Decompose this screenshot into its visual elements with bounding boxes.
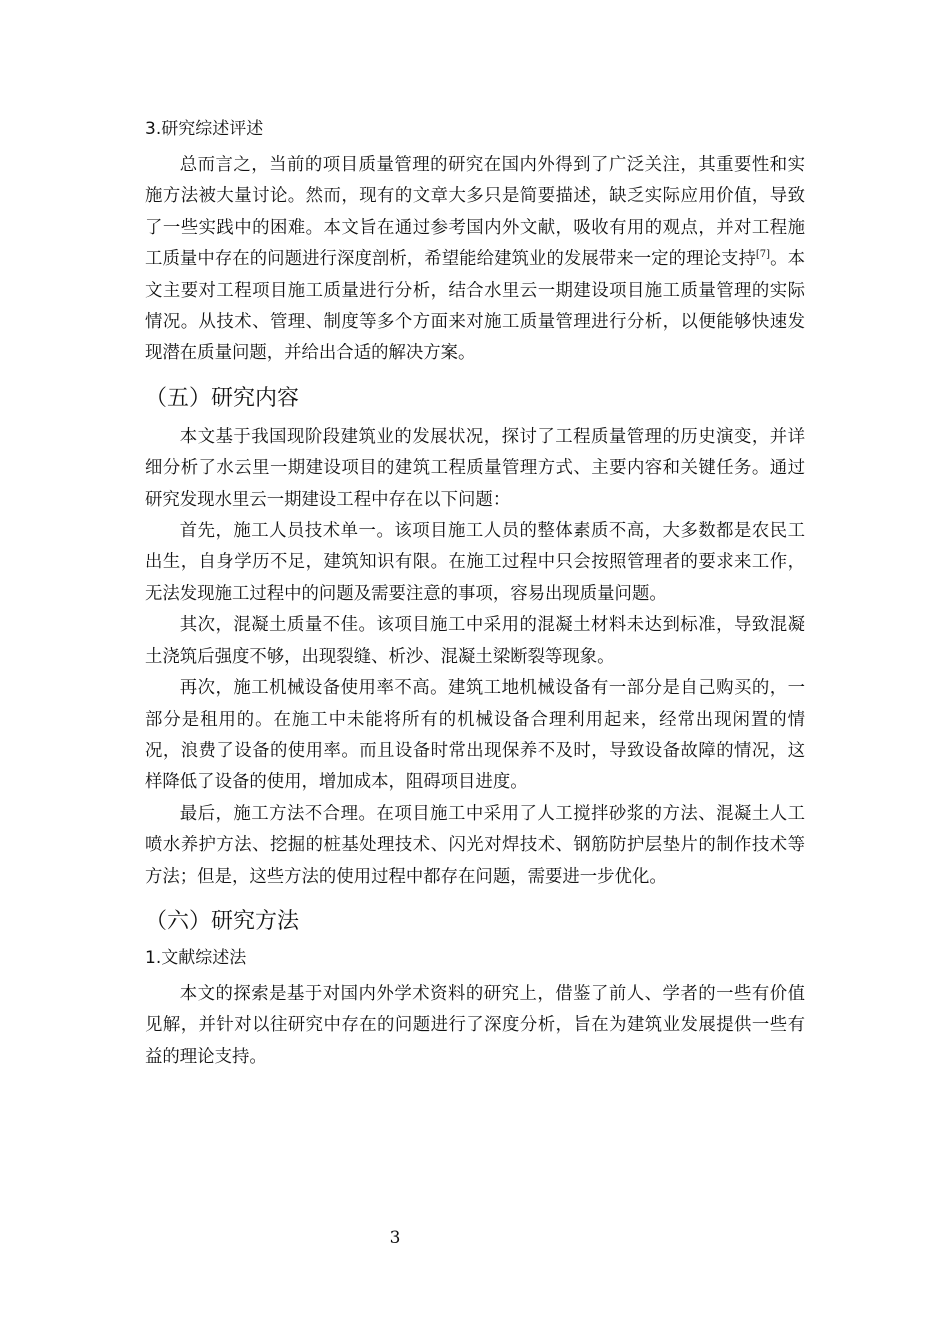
citation-reference: [7] — [755, 249, 771, 261]
section-heading-research-review: 3.研究综述评述 — [145, 119, 264, 139]
paragraph-content-first: 首先，施工人员技术单一。该项目施工人员的整体素质不高，大多数都是农民工出生，自身学历不足，建筑知识有限。在施工过程中只会按照管理者的要求来工作，无法发现施工过程中的问题及需要注意的事项，容易出现质量问题。 — [145, 521, 805, 604]
paragraph-content-intro: 本文基于我国现阶段建筑业的发展状况，探讨了工程质量管理的历史演变，并详细分析了水云里一期建设项目的建筑工程质量管理方式、主要内容和关键任务。通过研究发现水里云一期建设工程中存在以下问题： — [145, 426, 805, 510]
paragraph-content-second: 其次，混凝土质量不佳。该项目施工中采用的混凝土材料未达到标准，导致混凝土浇筑后强度不够，出现裂缝、析沙、混凝土梁断裂等现象。 — [145, 615, 805, 667]
subsection-heading-literature-review: 1.文献综述法 — [145, 947, 247, 968]
paragraph-content-last: 最后，施工方法不合理。在项目施工中采用了人工搅拌砂浆的方法、混凝土人工喷水养护方法、挖掘的桩基处理技术、闪光对焊技术、钢筋防护层垫片的制作技术等方法；但是，这些方法的使用过程中都存在问题，需要进一步优化。 — [145, 803, 805, 887]
paragraph-literature-review: 本文的探索是基于对国内外学术资料的研究上，借鉴了前人、学者的一些有价值见解，并针对以往研究中存在的问题进行了深度分析，旨在为建筑业发展提供一些有益的理论支持。 — [145, 983, 805, 1067]
paragraph-research-review — [145, 150, 805, 370]
page-number: 3 — [389, 1228, 401, 1248]
document-page — [145, 110, 805, 1073]
paragraph-text: 总而言之，当前的项目质量管理的研究在国内外得到了广泛关注，其重要性和实施方法被大量讨论。然而，现有的文章大多只是简要描述，缺乏实际应用价值，导致了一些实践中的困难。本文旨在通过参考国内外文献，吸收有用的观点，并对工程施工质量中存在的问题进行深度剖析，希望能给建筑业的发展带来一定的理论支持 — [145, 155, 805, 270]
paragraph-text: 。本文主要对工程项目施工质量进行分析，结合水里云一期建设项目施工质量管理的实际情况。从技术、管理、制度等多个方面来对施工质量管理进行分析，以便能够快速发现潜在质量问题，并给出合适的解决方案。 — [145, 249, 805, 364]
paragraph-content-third: 再次，施工机械设备使用率不高。建筑工地机械设备有一部分是自己购买的，一部分是租用的。在施工中未能将所有的机械设备合理利用起来，经常出现闲置的情况，浪费了设备的使用率。而且设备时常出现保养不及时，导致设备故障的情况，这样降低了设备的使用，增加成本，阻碍项目进度。 — [145, 678, 805, 793]
section-heading-research-content: （五）研究内容 — [145, 385, 300, 411]
section-heading-research-method: （六）研究方法 — [145, 908, 300, 934]
